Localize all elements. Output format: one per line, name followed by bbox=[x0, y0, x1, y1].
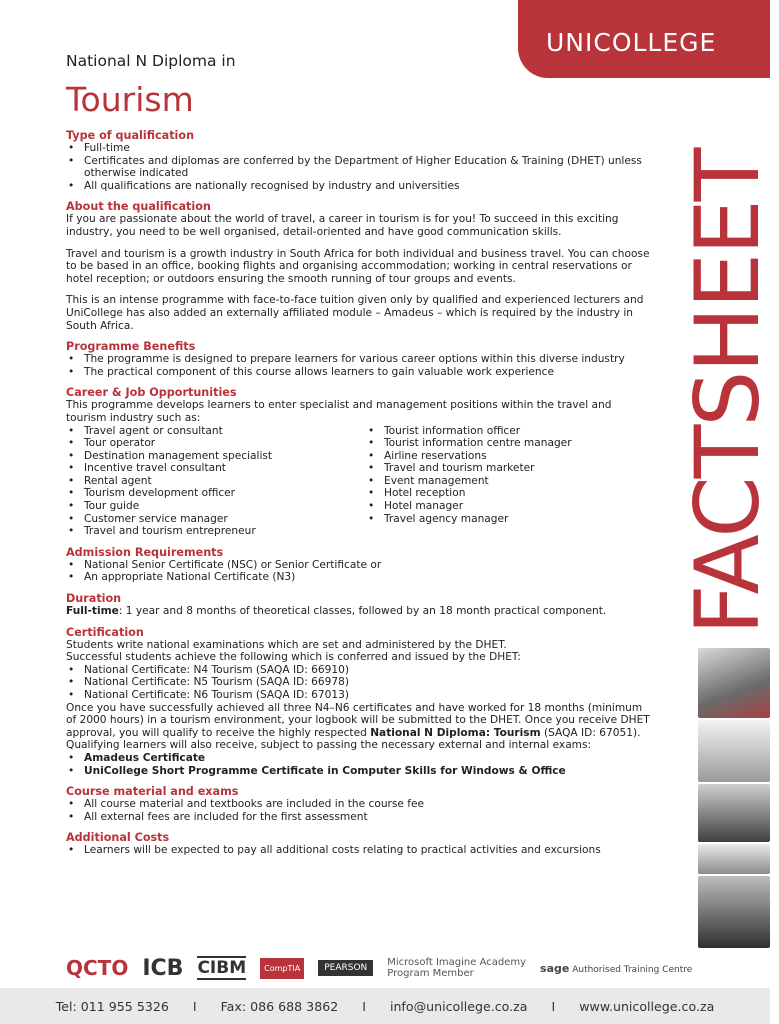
bullet-list bbox=[66, 142, 652, 192]
accreditation-logos bbox=[66, 950, 726, 986]
list-item: • Travel agent or consultant bbox=[66, 425, 366, 438]
list-item: • Hotel reception bbox=[366, 487, 572, 500]
footer-separator: I bbox=[551, 998, 556, 1014]
list-item: • The programme is designed to prepare learners for various career options within this diverse industry bbox=[66, 353, 652, 366]
list-item: • Full-time bbox=[66, 142, 652, 155]
duration-text bbox=[66, 605, 652, 618]
microsoft-subtitle: Program Member bbox=[387, 968, 474, 979]
footer-separator: I bbox=[362, 998, 366, 1014]
list-item: • Hotel manager bbox=[366, 500, 572, 513]
list-item: • National Senior Certificate (NSC) or Senior Certificate or bbox=[66, 559, 652, 572]
microsoft-logo bbox=[387, 957, 526, 979]
list-item: • National Certificate: N4 Tourism (SAQA ID: 66910) bbox=[66, 664, 652, 677]
list-item bbox=[66, 765, 652, 778]
sage-subtitle: Authorised Training Centre bbox=[572, 964, 693, 975]
page-kicker: National N Diploma in bbox=[66, 52, 236, 70]
list-item: • Tour operator bbox=[66, 437, 366, 450]
section-heading: Programme Benefits bbox=[66, 340, 196, 354]
list-item: • Tour guide bbox=[66, 500, 366, 513]
paragraph: If you are passionate about the world of travel, a career in tourism is for you! To succeed in this exciting industry, you need to be well organised, detail-oriented and have good communication skills. bbox=[66, 213, 619, 238]
section-about bbox=[66, 200, 652, 332]
section-certification bbox=[66, 626, 652, 778]
list-item: • The practical component of this course allows learners to gain valuable work experience bbox=[66, 366, 652, 379]
page-title: Tourism bbox=[66, 80, 194, 119]
section-duration bbox=[66, 592, 652, 618]
section-heading: About the qualification bbox=[66, 200, 211, 214]
paragraph bbox=[66, 702, 652, 740]
footer-fax: Fax: 086 688 3862 bbox=[220, 998, 339, 1014]
section-course-material bbox=[66, 785, 652, 823]
icb-logo: ICB bbox=[142, 955, 184, 981]
section-additional-costs bbox=[66, 831, 652, 857]
paragraph: Qualifying learners will also receive, subject to passing the necessary external and internal exams: bbox=[66, 739, 592, 752]
list-item: • Airline reservations bbox=[366, 450, 572, 463]
factsheet-body bbox=[66, 129, 652, 865]
text-run: Once you have successfully achieved all three N4–N6 certificates and have worked for 18 months (minimum of 2000 hours) in a tourism environment, your logbook will be submitted to the DHET. Once you receive DHET approval, you will qualify to receive the highly respected bbox=[66, 701, 650, 739]
section-admission bbox=[66, 546, 652, 584]
diploma-name: National N Diploma: Tourism bbox=[370, 726, 541, 739]
factsheet-vertical-label bbox=[676, 130, 779, 635]
list-item: • Learners will be expected to pay all additional costs relating to practical activities and excursions bbox=[66, 844, 652, 857]
section-heading: Career & Job Opportunities bbox=[66, 386, 237, 400]
certificate-name: UniCollege Short Programme Certificate in Computer Skills for Windows & Office bbox=[84, 764, 566, 777]
section-type-of-qualification bbox=[66, 129, 652, 192]
bullet-list bbox=[66, 798, 652, 823]
section-heading: Certification bbox=[66, 625, 144, 639]
list-item: • Incentive travel consultant bbox=[66, 462, 366, 475]
list-item: • Customer service manager bbox=[66, 513, 366, 526]
footer-separator: I bbox=[192, 998, 197, 1014]
list-item: • All external fees are included for the first assessment bbox=[66, 811, 652, 824]
career-list-left bbox=[66, 425, 366, 538]
list-item: • Tourist information officer bbox=[366, 425, 572, 438]
list-item: • Event management bbox=[366, 475, 572, 488]
bullet-list bbox=[66, 559, 652, 584]
duration-label: Full-time bbox=[66, 605, 119, 618]
section-heading: Course material and exams bbox=[66, 785, 239, 799]
paragraph: Successful students achieve the following which is conferred and issued by the DHET: bbox=[66, 651, 521, 664]
unicollege-logo: UNICOLLEGE bbox=[546, 28, 717, 57]
photo-strip bbox=[698, 648, 770, 958]
section-heading: Admission Requirements bbox=[66, 545, 224, 559]
sage-logo bbox=[540, 962, 692, 975]
footer-website[interactable]: www.unicollege.co.za bbox=[579, 998, 715, 1014]
career-columns bbox=[66, 425, 652, 538]
section-heading: Duration bbox=[66, 592, 122, 606]
photo-city bbox=[698, 844, 770, 874]
list-item: • All qualifications are nationally recognised by industry and universities bbox=[66, 180, 652, 193]
cibm-logo: CIBM bbox=[197, 958, 247, 978]
photo-hotel-reception bbox=[698, 784, 770, 842]
photo-graduates bbox=[698, 876, 770, 948]
sage-wordmark: sage bbox=[540, 961, 570, 975]
list-item: • Tourist information centre manager bbox=[366, 437, 572, 450]
photo-tour-guide bbox=[698, 648, 770, 718]
list-item: • National Certificate: N5 Tourism (SAQA ID: 66978) bbox=[66, 676, 652, 689]
certificate-name: Amadeus Certificate bbox=[84, 751, 206, 764]
qcto-logo: QCTO bbox=[66, 956, 129, 980]
section-heading: Additional Costs bbox=[66, 831, 170, 845]
list-item: • Rental agent bbox=[66, 475, 366, 488]
photo-eiffel-tower bbox=[698, 720, 770, 782]
factsheet-text: FACTSHEET bbox=[676, 149, 779, 635]
comptia-logo: CompTIA bbox=[260, 958, 304, 979]
list-item: • National Certificate: N6 Tourism (SAQA ID: 67013) bbox=[66, 689, 652, 702]
bullet-list bbox=[66, 752, 652, 777]
duration-detail: : 1 year and 8 months of theoretical classes, followed by an 18 month practical component. bbox=[118, 605, 607, 618]
contact-footer bbox=[0, 988, 770, 1024]
paragraph: This is an intense programme with face-to-face tuition given only by qualified and experienced lecturers and UniCollege has also added an externally affiliated module – Amadeus – which is required by the industry in South Africa. bbox=[66, 294, 644, 332]
list-item: • All course material and textbooks are included in the course fee bbox=[66, 798, 652, 811]
section-heading: Type of qualification bbox=[66, 129, 195, 142]
list-item: • Travel and tourism marketer bbox=[366, 462, 572, 475]
paragraph: Students write national examinations which are set and administered by the DHET. bbox=[66, 638, 507, 651]
microsoft-title: Microsoft Imagine Academy bbox=[387, 957, 527, 968]
list-item: • Travel agency manager bbox=[366, 513, 572, 526]
bullet-list bbox=[66, 353, 652, 378]
list-item: • Certificates and diplomas are conferred by the Department of Higher Education & Training (DHET) unless otherwise indicated bbox=[66, 155, 652, 180]
list-item: • An appropriate National Certificate (N3) bbox=[66, 571, 652, 584]
list-item: • Destination management specialist bbox=[66, 450, 366, 463]
list-item: • Tourism development officer bbox=[66, 487, 366, 500]
footer-email[interactable]: info@unicollege.co.za bbox=[389, 998, 528, 1014]
bullet-list bbox=[66, 664, 652, 702]
list-item bbox=[66, 752, 652, 765]
paragraph: This programme develops learners to enter specialist and management positions within the travel and tourism industry such as: bbox=[66, 399, 612, 424]
list-item: • Travel and tourism entrepreneur bbox=[66, 525, 366, 538]
pearson-logo: PEARSON bbox=[318, 960, 373, 976]
footer-tel[interactable]: Tel: 011 955 5326 bbox=[55, 998, 169, 1014]
paragraph: Travel and tourism is a growth industry in South Africa for both individual and business travel. You can choose to be based in an office, booking flights and organising accommodation; working in central reservations or hotel reception; or outdoors ensuring the smooth running of tour groups and events. bbox=[66, 247, 650, 285]
section-career-opportunities bbox=[66, 386, 652, 538]
section-programme-benefits bbox=[66, 340, 652, 378]
career-list-right bbox=[366, 425, 572, 538]
text-run: (SAQA ID: 67051). bbox=[540, 726, 641, 739]
bullet-list bbox=[66, 844, 652, 857]
